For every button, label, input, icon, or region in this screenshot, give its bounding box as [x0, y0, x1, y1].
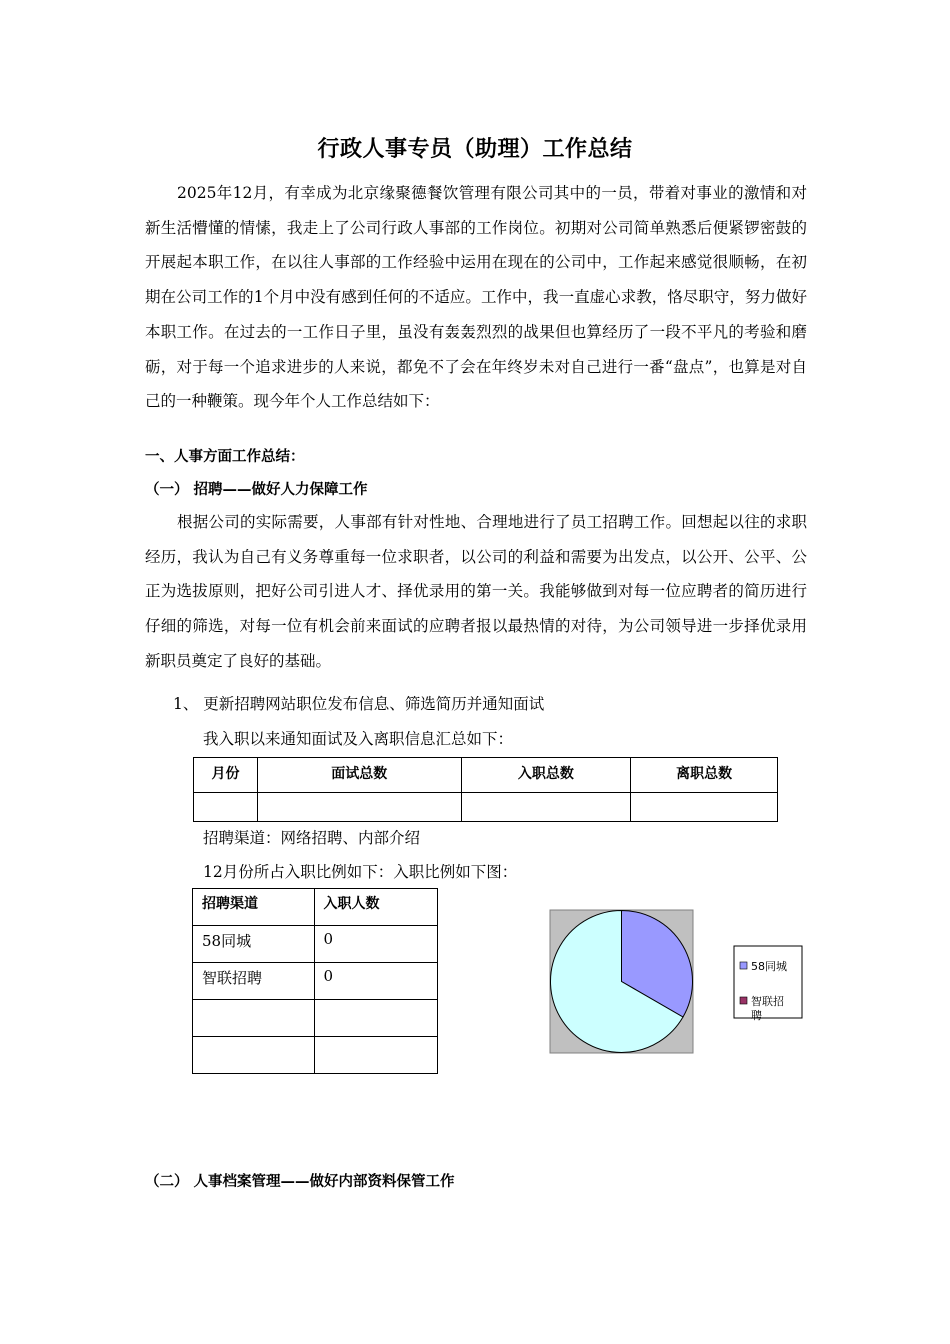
table-cell	[257, 793, 461, 822]
table-header-cell: 入职人数	[314, 889, 437, 926]
table-cell	[193, 1037, 315, 1074]
section-heading-hr: 一、人事方面工作总结：	[145, 449, 305, 465]
table-cell	[461, 793, 631, 822]
table-cell: 58同城	[193, 926, 315, 963]
intro-paragraph: 2025年12月，有幸成为北京缘聚德餐饮管理有限公司其中的一员，带着对事业的激情和对新生活懵懂的情愫，我走上了公司行政人事部的工作岗位。初期对公司简单熟悉后便紧锣密鼓的开展起本职工作，在以往人事部的工作经验中运用在现在的公司中，工作起来感觉很顺畅，在初期在公司工作的1个月中没有感到任何的不适应。工作中，我一直虚心求教，恪尽职守，努力做好本职工作。在过去的一工作日子里，虽没有轰轰烈烈的战果但也算经历了一段不平凡的考验和磨砺，对于每一个追求进步的人来说，都免不了会在年终岁未对自己进行一番“盘点”，也算是对自己的一种鞭策。现今年个人工作总结如下：	[145, 184, 807, 411]
table-row	[193, 1037, 438, 1074]
legend-label-zhilian-line2: 聘	[751, 1009, 762, 1022]
channel-hires-table	[192, 888, 438, 1074]
table-cell: 0	[314, 963, 437, 1000]
recruitment-paragraph: 根据公司的实际需要，人事部有针对性地、合理地进行了员工招聘工作。回想起以往的求职经历，我认为自己有义务尊重每一位求职者，以公司的利益和需要为出发点，以公开、公平、公正为选拔原则，把好公司引进人才、择优录用的第一关。我能够做到对每一位应聘者的简历进行仔细的筛选，对每一位有机会前来面试的应聘者报以最热情的对待，为公司领导进一步择优录用新职员奠定了良好的基础。	[145, 513, 807, 670]
document-title: 行政人事专员（助理）工作总结	[317, 137, 633, 162]
table-header-row	[193, 889, 438, 926]
chart-legend	[734, 946, 802, 1022]
table-cell	[314, 1037, 437, 1074]
table-header-cell: 月份	[194, 758, 258, 793]
legend-swatch-58	[740, 962, 747, 969]
table-header-row	[194, 758, 778, 793]
table-row	[193, 963, 438, 1000]
summary-intro: 我入职以来通知面试及入离职信息汇总如下：	[203, 730, 514, 748]
table-header-cell: 离职总数	[631, 758, 778, 793]
table-cell	[194, 793, 258, 822]
table-header-cell: 招聘渠道	[193, 889, 315, 926]
recruitment-channels: 招聘渠道：网络招聘、内部介绍	[203, 829, 421, 847]
table-cell: 智联招聘	[193, 963, 315, 1000]
table-header-cell: 面试总数	[257, 758, 461, 793]
table-cell	[193, 1000, 315, 1037]
ratio-description: 12月份所占入职比例如下：入职比例如下图：	[203, 863, 518, 881]
legend-swatch-zhilian	[740, 997, 747, 1004]
subsection-heading-recruitment: （一） 招聘——做好人力保障工作	[145, 482, 368, 498]
legend-label-zhilian-line1: 智联招	[751, 995, 784, 1008]
table-row	[193, 1000, 438, 1037]
table-cell	[631, 793, 778, 822]
interview-summary-table	[193, 757, 778, 822]
subsection-heading-archives: （二） 人事档案管理——做好内部资料保管工作	[145, 1174, 455, 1190]
table-row	[193, 926, 438, 963]
table-header-cell: 入职总数	[461, 758, 631, 793]
table-row	[194, 793, 778, 822]
item-1: 1、 更新招聘网站职位发布信息、筛选简历并通知面试	[173, 695, 545, 713]
pie-slices	[551, 911, 693, 1053]
table-cell: 0	[314, 926, 437, 963]
table-cell	[314, 1000, 437, 1037]
hires-pie-chart	[548, 908, 808, 1058]
legend-label-58: 58同城	[751, 960, 787, 973]
